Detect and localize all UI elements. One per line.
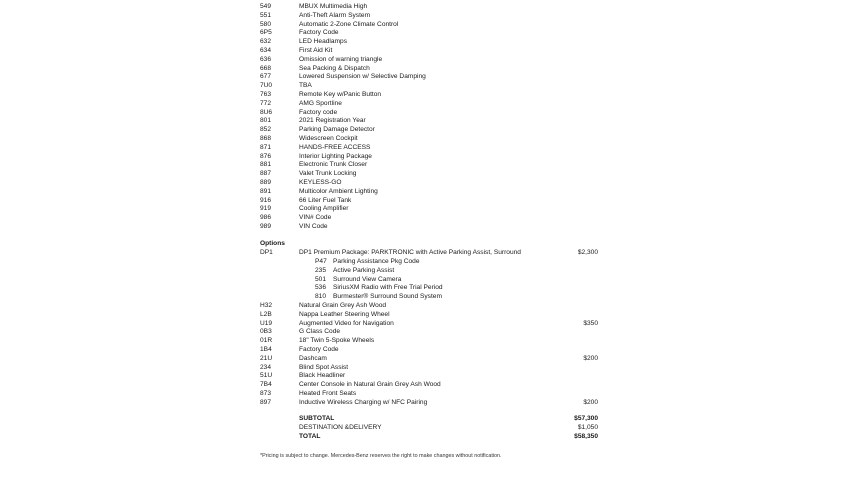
option-description: Black Headliner (299, 372, 346, 380)
option-row (0, 310, 860, 319)
standard-row (0, 213, 860, 222)
package-sub-row (0, 283, 860, 292)
option-code: 919 (260, 205, 272, 213)
option-description: 18" Twin 5-Spoke Wheels (299, 337, 375, 345)
option-code: 1B4 (260, 346, 272, 353)
option-code: 668 (260, 64, 272, 72)
option-description: HANDS-FREE ACCESS (299, 143, 371, 151)
standard-row (0, 20, 860, 29)
option-description: Electronic Trunk Closer (299, 161, 368, 169)
standard-row (0, 204, 860, 213)
option-code: 881 (260, 161, 272, 169)
sub-code: 810 (315, 293, 327, 301)
package-description: DP1 Premium Package: PARKTRONIC with Active Parking Assist, Surround (299, 249, 521, 256)
option-description: LED Headlamps (299, 38, 348, 46)
options-heading: Options (260, 240, 285, 247)
destination-row (0, 423, 860, 432)
package-row (0, 248, 860, 257)
pricing-footnote: *Pricing is subject to change. Mercedes-Benz reserves the right to make changes without notification. (260, 453, 502, 459)
option-description: Remote Key w/Panic Button (299, 91, 382, 98)
option-description: Factory Code (299, 29, 339, 37)
package-sub-row (0, 257, 860, 266)
option-description: Parking Damage Detector (299, 126, 375, 134)
standard-row (0, 108, 860, 117)
option-row (0, 380, 860, 389)
option-description: Widescreen Cockpit (299, 135, 358, 142)
destination-label: DESTINATION &DELIVERY (299, 424, 382, 431)
option-code: 897 (260, 398, 272, 406)
standard-row (0, 11, 860, 20)
standard-row (0, 222, 860, 231)
option-description: Automatic 2-Zone Climate Control (299, 20, 399, 28)
option-code: 763 (260, 91, 272, 98)
standard-row (0, 125, 860, 134)
option-code: 6P5 (260, 29, 272, 37)
option-code: 887 (260, 170, 272, 178)
option-description: Natural Grain Grey Ash Wood (299, 302, 387, 309)
option-description: MBUX Multimedia High (299, 3, 368, 10)
option-description: Multicolor Ambient Lighting (299, 187, 378, 195)
option-description: VIN# Code (299, 214, 332, 222)
option-code: 891 (260, 187, 272, 195)
option-code: 551 (260, 11, 272, 19)
option-code: 677 (260, 73, 272, 81)
option-description: KEYLESS-GO (299, 179, 342, 186)
option-code: 01R (260, 337, 273, 345)
option-description: Inductive Wireless Charging w/ NFC Pairing (299, 398, 428, 406)
sub-description: SiriusXM Radio with Free Trial Period (333, 284, 443, 292)
standard-row (0, 64, 860, 73)
sub-code: 501 (315, 275, 327, 283)
package-code: DP1 (260, 249, 273, 256)
option-row (0, 301, 860, 310)
package-sub-row (0, 292, 860, 301)
option-description: Anti-Theft Alarm System (299, 11, 371, 19)
standard-row (0, 196, 860, 205)
option-description: 66 Liter Fuel Tank (299, 196, 352, 204)
option-description: Valet Trunk Locking (299, 170, 357, 178)
option-description: First Aid Kit (299, 47, 333, 54)
standard-row (0, 99, 860, 108)
standard-row (0, 28, 860, 37)
option-row (0, 336, 860, 345)
option-code: 876 (260, 152, 272, 160)
total-value: $58,350 (574, 433, 598, 440)
standard-row (0, 46, 860, 55)
option-code: 8U6 (260, 108, 273, 116)
option-code: 916 (260, 196, 272, 204)
standard-row (0, 72, 860, 81)
option-code: 234 (260, 363, 272, 371)
option-code: 636 (260, 55, 272, 63)
option-row (0, 345, 860, 354)
option-code: 986 (260, 214, 272, 222)
option-code: 7B4 (260, 381, 272, 389)
option-description: Omission of warning triangle (299, 55, 383, 63)
standard-row (0, 169, 860, 178)
sub-description: Burmester® Surround Sound System (333, 293, 442, 301)
standard-row (0, 160, 860, 169)
option-description: Factory code (299, 108, 338, 116)
option-code: 989 (260, 223, 272, 230)
option-description: 2021 Registration Year (299, 117, 366, 125)
option-code: 772 (260, 99, 272, 107)
option-description: Lowered Suspension w/ Selective Damping (299, 73, 426, 81)
subtotal-row (0, 414, 860, 423)
sub-description: Active Parking Assist (333, 266, 395, 274)
option-description: AMG Sportline (299, 99, 342, 107)
standard-row (0, 152, 860, 161)
subtotal-value: $57,300 (574, 415, 598, 422)
option-code: 7U0 (260, 82, 273, 90)
option-description: Sea Packing & Dispatch (299, 64, 370, 72)
option-description: Factory Code (299, 346, 339, 353)
standard-row (0, 187, 860, 196)
destination-value: $1,050 (577, 424, 598, 431)
option-code: 634 (260, 47, 272, 54)
option-description: TBA (299, 82, 312, 90)
option-row (0, 319, 860, 328)
option-code: 51U (260, 372, 273, 380)
option-description: Interior Lighting Package (299, 152, 372, 160)
option-code: 889 (260, 179, 272, 186)
option-row (0, 354, 860, 363)
total-row (0, 432, 860, 441)
option-code: 0B3 (260, 328, 272, 336)
standard-row (0, 143, 860, 152)
option-description: Dashcam (299, 354, 327, 362)
option-description: Center Console in Natural Grain Grey Ash Wood (299, 381, 441, 389)
option-row (0, 327, 860, 336)
option-description: Augmented Video for Navigation (299, 319, 394, 327)
standard-row (0, 55, 860, 64)
standard-row (0, 134, 860, 143)
subtotal-label: SUBTOTAL (299, 415, 335, 422)
option-code: 21U (260, 354, 273, 362)
option-row (0, 363, 860, 372)
option-description: VIN Code (299, 223, 328, 230)
option-row (0, 398, 860, 407)
option-code: 871 (260, 143, 272, 151)
package-sub-row (0, 266, 860, 275)
standard-row (0, 178, 860, 187)
option-code: 549 (260, 3, 272, 10)
option-price: $200 (583, 398, 598, 406)
option-row (0, 389, 860, 398)
option-code: U19 (260, 319, 273, 327)
package-sub-row (0, 275, 860, 284)
option-code: H32 (260, 302, 273, 309)
option-price: $350 (583, 319, 598, 327)
sub-code: 235 (315, 266, 327, 274)
standard-row (0, 81, 860, 90)
total-label: TOTAL (299, 433, 321, 440)
option-code: L2B (260, 310, 272, 318)
sub-description: Parking Assistance Pkg Code (333, 258, 420, 265)
option-code: 801 (260, 117, 272, 125)
package-price: $2,300 (577, 249, 598, 256)
standard-row (0, 37, 860, 46)
sub-code: 536 (315, 284, 327, 292)
option-row (0, 371, 860, 380)
option-code: 868 (260, 135, 272, 142)
sub-description: Surround View Camera (333, 275, 402, 283)
option-description: G Class Code (299, 328, 341, 336)
option-description: Nappa Leather Steering Wheel (299, 310, 390, 318)
option-code: 852 (260, 126, 272, 134)
sub-code: P47 (315, 258, 327, 265)
option-description: Blind Spot Assist (299, 363, 349, 371)
option-code: 580 (260, 20, 272, 28)
option-code: 632 (260, 38, 272, 46)
option-price: $200 (583, 354, 598, 362)
standard-row (0, 90, 860, 99)
option-code: 873 (260, 390, 272, 397)
standard-row (0, 2, 860, 11)
standard-row (0, 116, 860, 125)
option-description: Heated Front Seats (299, 390, 357, 397)
option-description: Cooling Amplifier (299, 205, 349, 213)
